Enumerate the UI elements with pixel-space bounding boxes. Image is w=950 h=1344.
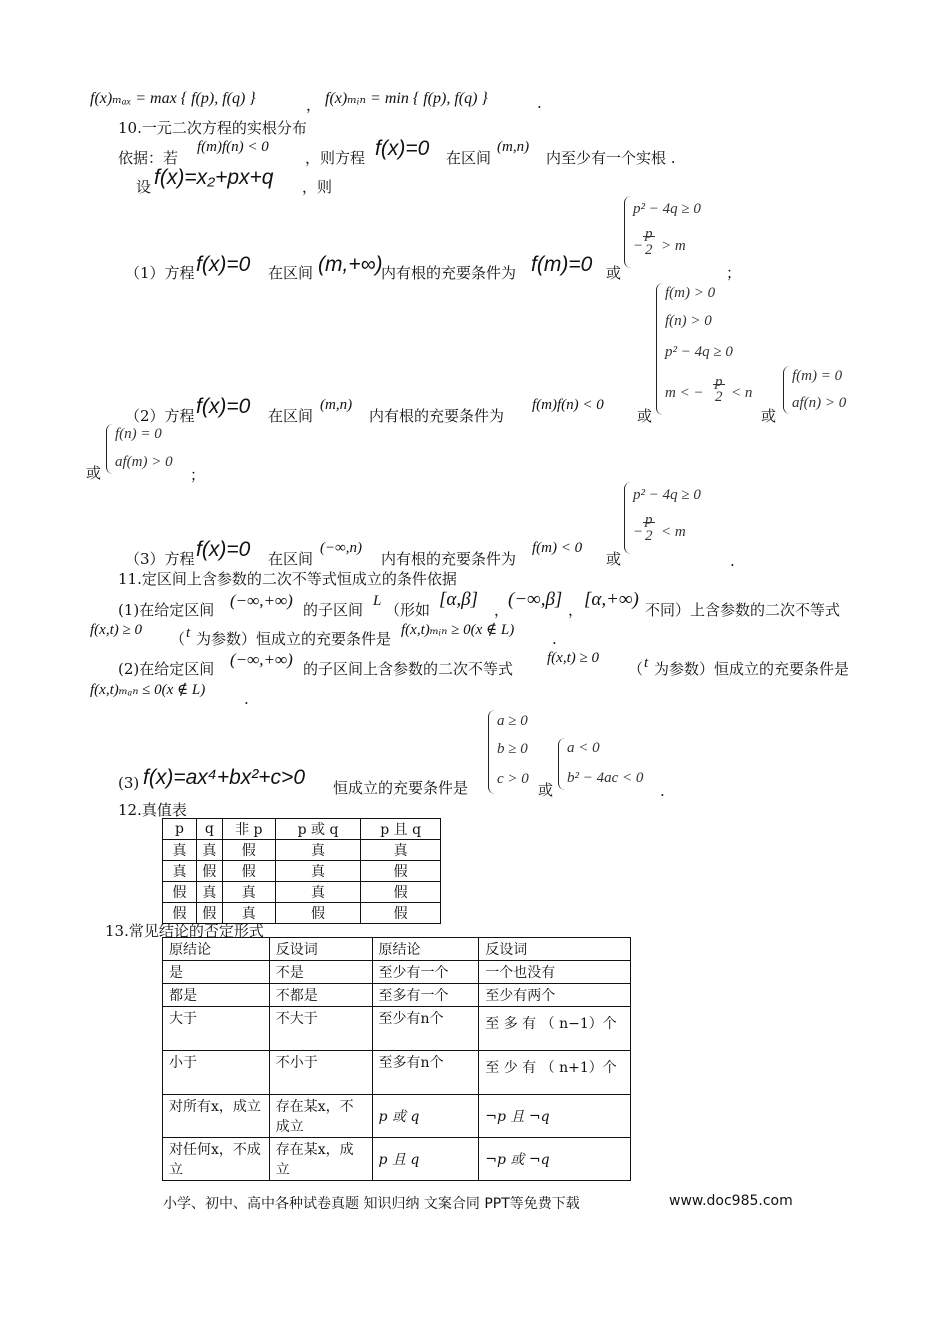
p1-d: 不同）上含参数的二次不等式 bbox=[645, 601, 841, 619]
p3-end: . bbox=[660, 782, 665, 800]
sys-minus: − bbox=[633, 238, 644, 254]
table-cell: 真 bbox=[196, 840, 222, 861]
p2-t: t bbox=[644, 655, 649, 671]
table-cell: 小于 bbox=[163, 1051, 270, 1095]
case3-condition: f(m) < 0 bbox=[532, 540, 583, 556]
case2-label: （2）方程 bbox=[125, 407, 195, 425]
table-cell: 至少有n个 bbox=[372, 1007, 479, 1051]
table-cell: 真 bbox=[163, 840, 197, 861]
table-cell: 是 bbox=[163, 961, 270, 984]
p3-system bbox=[488, 710, 545, 794]
frac-bar bbox=[643, 236, 655, 237]
case2-end: ； bbox=[190, 466, 206, 484]
sys-line: f(m) > 0 bbox=[665, 285, 716, 301]
case1-label: （1）方程 bbox=[125, 264, 195, 282]
case1-in: 在区间 bbox=[268, 264, 314, 282]
table-cell: 真 bbox=[275, 840, 361, 861]
case2-system bbox=[656, 283, 763, 415]
case2-system3 bbox=[106, 424, 203, 474]
max-formula: f(x)ₘₐₓ = max { f(p), f(q) } bbox=[90, 90, 256, 107]
table-cell: 假 bbox=[361, 903, 441, 924]
table-cell: 假 bbox=[361, 861, 441, 882]
table-header-cell: 原结论 bbox=[372, 938, 479, 961]
case3-system bbox=[624, 482, 731, 554]
case3-interval: (−∞,n) bbox=[320, 540, 363, 556]
sys-line: f(n) = 0 bbox=[115, 426, 162, 442]
sys-line: f(m) = 0 bbox=[792, 368, 843, 384]
sys-line: a ≥ 0 bbox=[497, 713, 528, 729]
case2-or2: 或 bbox=[761, 407, 777, 425]
case2-interval: (m,n) bbox=[320, 397, 353, 413]
table-row bbox=[163, 984, 631, 1007]
p3-or: 或 bbox=[538, 781, 554, 799]
table-cell: 对所有x，成立 bbox=[163, 1095, 270, 1138]
sys-line: p² − 4q ≥ 0 bbox=[633, 487, 701, 503]
table-header-cell: q bbox=[196, 819, 222, 840]
basis-in: 在区间 bbox=[446, 149, 492, 167]
sys-line: a < 0 bbox=[567, 740, 600, 756]
case1-or: 或 bbox=[606, 264, 622, 282]
table-cell: 假 bbox=[222, 861, 275, 882]
p1-L: L bbox=[373, 593, 382, 609]
p1-ineq: f(x,t) ≥ 0 bbox=[90, 622, 142, 638]
table-cell: 至少有一个 bbox=[372, 961, 479, 984]
section-12-heading: 12.真值表 bbox=[118, 801, 187, 819]
table-cell: 不大于 bbox=[269, 1007, 372, 1051]
case1-system bbox=[624, 196, 731, 268]
table-row bbox=[163, 861, 441, 882]
case2-equation: f(x)=0 bbox=[196, 395, 251, 418]
table-cell: 假 bbox=[196, 861, 222, 882]
p1-form1: [α,β] bbox=[439, 589, 478, 610]
p3-system2 bbox=[558, 738, 665, 790]
basis-condition: f(m)f(n) < 0 bbox=[197, 139, 269, 155]
table-header-cell: p bbox=[163, 819, 197, 840]
p1-form2: (−∞,β] bbox=[508, 589, 563, 610]
sys-line: m < − bbox=[665, 385, 704, 401]
sys-rel: > m bbox=[661, 238, 686, 254]
sys-minus: − bbox=[633, 524, 644, 540]
case1-interval: (m,+∞) bbox=[318, 253, 383, 276]
table-cell: 至多有n个 bbox=[372, 1051, 479, 1095]
p1-t: t bbox=[186, 625, 191, 641]
table-cell: 大于 bbox=[163, 1007, 270, 1051]
p1-interval: (−∞,+∞) bbox=[230, 591, 293, 610]
table-header-cell: 反设词 bbox=[269, 938, 372, 961]
case2-or: 或 bbox=[637, 407, 653, 425]
table-row bbox=[163, 840, 441, 861]
table-row bbox=[163, 882, 441, 903]
case3-in: 在区间 bbox=[268, 550, 314, 568]
sys-frac-num: p bbox=[645, 512, 653, 528]
p2-b: 的子区间上含参数的二次不等式 bbox=[303, 660, 514, 678]
p3-b: 恒成立的充要条件是 bbox=[333, 779, 469, 797]
table-cell: p 或 q bbox=[372, 1095, 479, 1138]
case2-text: 内有根的充要条件为 bbox=[369, 407, 505, 425]
period: . bbox=[537, 94, 542, 112]
let-post: ，则 bbox=[302, 178, 333, 196]
table-cell: 真 bbox=[222, 882, 275, 903]
p1-cond: f(x,t)ₘᵢₙ ≥ 0(x ∉ L) bbox=[401, 622, 515, 638]
separator: ， bbox=[306, 96, 322, 114]
sys-line: af(n) > 0 bbox=[792, 395, 847, 411]
table-cell: 假 bbox=[163, 903, 197, 924]
p1-comma1: ， bbox=[494, 601, 510, 619]
negation-table bbox=[162, 937, 631, 1181]
table-cell: 都是 bbox=[163, 984, 270, 1007]
footer-text: 小学、初中、高中各种试卷真题 知识归纳 文案合同 PPT等免费下载 bbox=[163, 1196, 580, 1212]
p2-d: 为参数）恒成立的充要条件是 bbox=[654, 660, 850, 678]
sys-frac-den: 2 bbox=[645, 242, 653, 258]
sys-line: b ≥ 0 bbox=[497, 741, 528, 757]
sys-rel: < n bbox=[731, 385, 753, 401]
table-cell: 假 bbox=[275, 903, 361, 924]
basis-equation: f(x)=0 bbox=[375, 137, 430, 160]
table-cell: ¬p 且 ¬q bbox=[479, 1095, 631, 1138]
case1-end: ； bbox=[726, 264, 742, 282]
table-row bbox=[163, 1051, 631, 1095]
table-header-row bbox=[163, 938, 631, 961]
footer-url[interactable]: www.doc985.com bbox=[669, 1193, 793, 1209]
p2-cond: f(x,t)ₘₐₙ ≤ 0(x ∉ L) bbox=[90, 682, 206, 698]
p1-b: 的子区间 bbox=[303, 601, 364, 619]
p2-interval: (−∞,+∞) bbox=[230, 650, 293, 669]
table-cell: 至 少 有 （ n+1）个 bbox=[479, 1051, 631, 1095]
sys-line: af(m) > 0 bbox=[115, 454, 173, 470]
p1-form3: [α,+∞) bbox=[584, 589, 639, 610]
basis-mid: ，则方程 bbox=[305, 149, 366, 167]
table-cell: 不小于 bbox=[269, 1051, 372, 1095]
table-row bbox=[163, 1095, 631, 1138]
table-header-cell: 原结论 bbox=[163, 938, 270, 961]
table-cell: 不是 bbox=[269, 961, 372, 984]
table-header-cell: 反设词 bbox=[479, 938, 631, 961]
table-cell: 存在某x，成立 bbox=[269, 1138, 372, 1181]
table-row bbox=[163, 961, 631, 984]
frac-bar bbox=[713, 384, 725, 385]
case2-system2 bbox=[783, 366, 870, 414]
sys-line: b² − 4ac < 0 bbox=[567, 770, 644, 786]
case3-or: 或 bbox=[606, 550, 622, 568]
sys-frac-den: 2 bbox=[715, 389, 723, 405]
table-cell: 至多有一个 bbox=[372, 984, 479, 1007]
p3-eq: f(x)=ax⁴+bx²+c>0 bbox=[143, 766, 306, 789]
sys-rel: < m bbox=[661, 524, 686, 540]
p1-f: 为参数）恒成立的充要条件是 bbox=[196, 630, 392, 648]
p2-ineq: f(x,t) ≥ 0 bbox=[547, 650, 599, 666]
table-row bbox=[163, 1138, 631, 1181]
table-cell: 真 bbox=[163, 861, 197, 882]
table-cell: 假 bbox=[222, 840, 275, 861]
table-cell: 不都是 bbox=[269, 984, 372, 1007]
table-header-cell: 非 p bbox=[222, 819, 275, 840]
table-cell: 真 bbox=[275, 882, 361, 903]
section-11-heading: 11.定区间上含参数的二次不等式恒成立的条件依据 bbox=[118, 570, 457, 588]
table-cell: 真 bbox=[361, 840, 441, 861]
truth-table bbox=[162, 818, 441, 924]
table-cell: 假 bbox=[361, 882, 441, 903]
case1-equation: f(x)=0 bbox=[196, 253, 251, 276]
p2-end: . bbox=[244, 690, 249, 708]
min-formula: f(x)ₘᵢₙ = min { f(p), f(q) } bbox=[325, 90, 488, 107]
sys-line: f(n) > 0 bbox=[665, 313, 712, 329]
p2-a: (2)在给定区间 bbox=[118, 660, 215, 678]
case3-end: . bbox=[730, 552, 735, 570]
table-cell: p 且 q bbox=[372, 1138, 479, 1181]
table-cell: 至少有两个 bbox=[479, 984, 631, 1007]
basis-post: 内至少有一个实根 . bbox=[546, 149, 676, 167]
frac-bar bbox=[643, 522, 655, 523]
table-cell: ¬p 或 ¬q bbox=[479, 1138, 631, 1181]
sys-frac-num: p bbox=[715, 374, 723, 390]
table-cell: 至 多 有 （ n−1）个 bbox=[479, 1007, 631, 1051]
table-header-cell: p 且 q bbox=[361, 819, 441, 840]
p3-a: (3) bbox=[118, 774, 140, 792]
sys-line: c > 0 bbox=[497, 771, 529, 787]
table-cell: 假 bbox=[163, 882, 197, 903]
p1-comma2: ， bbox=[568, 601, 584, 619]
table-header-row bbox=[163, 819, 441, 840]
table-row bbox=[163, 1007, 631, 1051]
table-cell: 真 bbox=[196, 882, 222, 903]
basis-interval: (m,n) bbox=[497, 139, 530, 155]
let-prefix: 设 bbox=[136, 178, 152, 196]
table-cell: 一个也没有 bbox=[479, 961, 631, 984]
case3-text: 内有根的充要条件为 bbox=[381, 550, 517, 568]
basis-prefix: 依据：若 bbox=[118, 149, 179, 167]
p2-c: （ bbox=[628, 660, 644, 678]
sys-frac-num: p bbox=[645, 226, 653, 242]
sys-line: p² − 4q ≥ 0 bbox=[633, 201, 701, 217]
case2-condition: f(m)f(n) < 0 bbox=[532, 397, 604, 413]
case2-or3: 或 bbox=[86, 464, 102, 482]
case3-label: （3）方程 bbox=[125, 550, 195, 568]
case1-text: 内有根的充要条件为 bbox=[381, 264, 517, 282]
sys-frac-den: 2 bbox=[645, 528, 653, 544]
sys-line: p² − 4q ≥ 0 bbox=[665, 344, 733, 360]
section-10-heading: 10.一元二次方程的实根分布 bbox=[118, 119, 307, 137]
case2-in: 在区间 bbox=[268, 407, 314, 425]
table-header-cell: p 或 q bbox=[275, 819, 361, 840]
table-cell: 真 bbox=[222, 903, 275, 924]
section-13-heading: 13.常见结论的否定形式 bbox=[105, 922, 264, 940]
p1-end: . bbox=[552, 630, 557, 648]
p1-a: (1)在给定区间 bbox=[118, 601, 215, 619]
case1-condition: f(m)=0 bbox=[531, 253, 593, 276]
table-cell: 假 bbox=[196, 903, 222, 924]
p1-e: （ bbox=[170, 630, 186, 648]
case3-equation: f(x)=0 bbox=[196, 538, 251, 561]
let-equation: f(x)=x₂+px+q bbox=[154, 166, 274, 189]
p1-c: （形如 bbox=[385, 601, 431, 619]
table-cell: 对任何x，不成立 bbox=[163, 1138, 270, 1181]
table-cell: 真 bbox=[275, 861, 361, 882]
table-cell: 存在某x，不成立 bbox=[269, 1095, 372, 1138]
